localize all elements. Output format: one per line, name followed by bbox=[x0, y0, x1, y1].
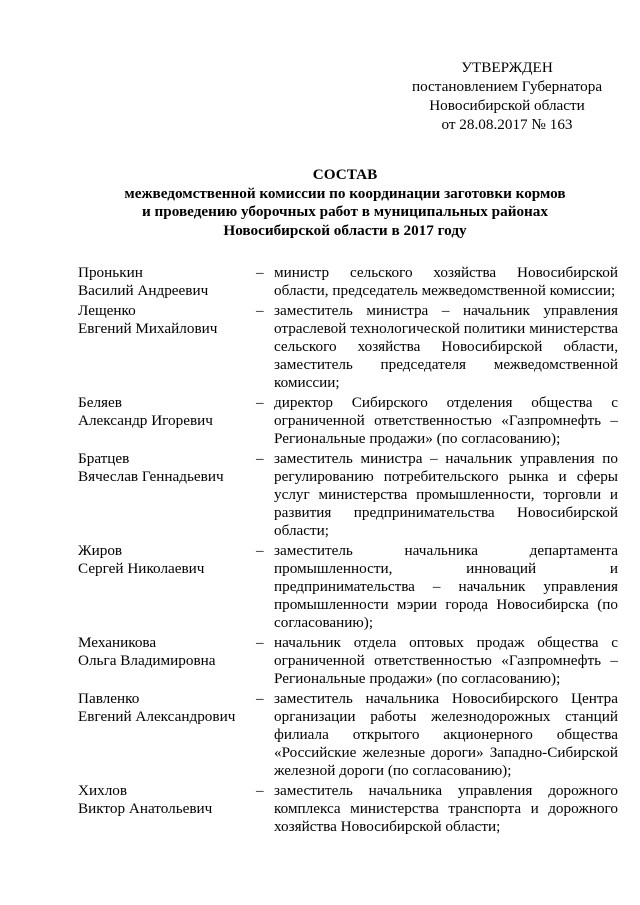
member-given-names: Евгений Михайлович bbox=[78, 320, 218, 337]
member-given-names: Ольга Владимировна bbox=[78, 652, 216, 669]
member-row bbox=[78, 450, 618, 540]
document-subtitle-line: Новосибирской области в 2017 году bbox=[223, 221, 467, 239]
member-row bbox=[78, 690, 618, 780]
member-surname: Беляев bbox=[78, 394, 122, 411]
member-role: заместитель начальника управления дорожного комплекса министерства транспорта и дорожного хозяйства Новосибирской области; bbox=[274, 782, 618, 835]
member-role: заместитель начальника Новосибирского Центра организации работы железнодорожных станций филиала открытого акционерного общества «Российские железные дороги» Западно-Сибирской железной дороги (по согласованию); bbox=[274, 690, 618, 779]
approval-region: Новосибирской области bbox=[429, 97, 585, 114]
member-name bbox=[78, 264, 256, 300]
member-row bbox=[78, 634, 618, 688]
approval-status: УТВЕРЖДЕН bbox=[461, 59, 553, 76]
member-given-names: Виктор Анатольевич bbox=[78, 800, 213, 817]
member-role: министр сельского хозяйства Новосибирской области, председатель межведомственной комиссии; bbox=[274, 264, 618, 299]
member-name bbox=[78, 634, 256, 670]
approval-decree: постановлением Губернатора bbox=[411, 78, 603, 95]
member-name bbox=[78, 450, 256, 486]
member-row bbox=[78, 302, 618, 392]
member-row bbox=[78, 264, 618, 300]
member-name bbox=[78, 302, 256, 338]
member-name bbox=[78, 690, 256, 726]
dash-separator: – bbox=[256, 450, 264, 467]
commission-members-list bbox=[78, 264, 618, 836]
member-surname: Пронькин bbox=[78, 264, 143, 281]
member-given-names: Евгений Александрович bbox=[78, 708, 236, 725]
dash-separator: – bbox=[256, 634, 264, 651]
member-role: заместитель министра – начальник управления отраслевой технологической политики министерства сельского хозяйства Новосибирской области, заместитель председателя межведомственной комиссии; bbox=[274, 302, 618, 391]
approval-stamp bbox=[384, 58, 630, 134]
dash-separator: – bbox=[256, 264, 264, 281]
dash-separator: – bbox=[256, 302, 264, 319]
document-subtitle-line: и проведению уборочных работ в муниципальных районах bbox=[142, 203, 548, 220]
approval-date-number: от 28.08.2017 № 163 bbox=[441, 116, 573, 133]
member-row bbox=[78, 782, 618, 836]
member-given-names: Вячеслав Геннадьевич bbox=[78, 468, 224, 485]
member-surname: Лещенко bbox=[78, 302, 136, 319]
member-given-names: Сергей Николаевич bbox=[78, 560, 205, 577]
document-subtitle-line: межведомственной комиссии по координации заготовки кормов bbox=[124, 184, 566, 202]
member-given-names: Александр Игоревич bbox=[78, 412, 213, 429]
dash-separator: – bbox=[256, 542, 264, 559]
member-name bbox=[78, 542, 256, 578]
member-role: заместитель начальника департамента промышленности, инноваций и предпринимательства – начальник управления промышленности мэрии города Новосибирска (по согласованию); bbox=[274, 542, 618, 631]
dash-separator: – bbox=[256, 782, 264, 799]
member-role: директор Сибирского отделения общества с ограниченной ответственностью «Газпромнефть – Региональные продажи» (по согласованию); bbox=[274, 394, 618, 447]
member-surname: Павленко bbox=[78, 690, 140, 707]
member-role: начальник отдела оптовых продаж общества с ограниченной ответственностью «Газпромнефть – Региональные продажи» (по согласованию); bbox=[274, 634, 618, 687]
dash-separator: – bbox=[256, 690, 264, 707]
document-heading bbox=[60, 166, 630, 240]
member-name bbox=[78, 782, 256, 818]
member-given-names: Василий Андреевич bbox=[78, 282, 209, 299]
member-name bbox=[78, 394, 256, 430]
member-surname: Хихлов bbox=[78, 782, 128, 799]
member-surname: Жиров bbox=[78, 542, 123, 559]
member-row bbox=[78, 394, 618, 448]
dash-separator: – bbox=[256, 394, 264, 411]
document-title: СОСТАВ bbox=[312, 166, 378, 183]
member-surname: Братцев bbox=[78, 450, 130, 467]
member-role: заместитель министра – начальник управления по регулированию потребительского рынка и сферы услуг министерства промышленности, торговли и развития предпринимательства Новосибирской области; bbox=[274, 450, 618, 539]
member-row bbox=[78, 542, 618, 632]
member-surname: Механикова bbox=[78, 634, 157, 651]
